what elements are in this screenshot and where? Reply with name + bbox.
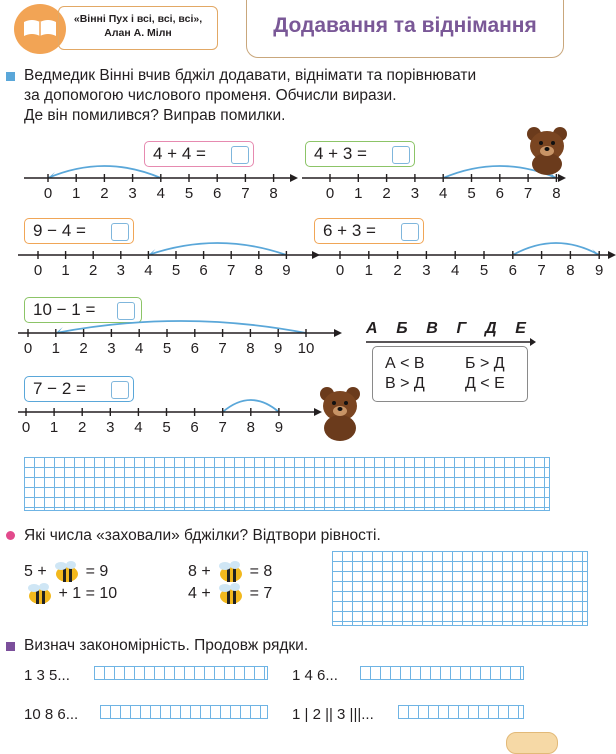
bee-icon: [51, 560, 81, 584]
tick-label: 5: [184, 185, 194, 202]
tick-label: 7: [241, 185, 250, 202]
tick-label: 6: [199, 262, 208, 279]
equation-left: 4 +: [188, 585, 211, 603]
tick-label: 3: [422, 262, 431, 279]
tick-label: 0: [335, 262, 345, 279]
tick-label: 6: [190, 419, 199, 436]
tick-label: 0: [325, 185, 335, 202]
equation: [188, 560, 272, 584]
page-corner-tab: [506, 732, 558, 754]
tick-label: 7: [537, 262, 546, 279]
equation-right: = 7: [249, 585, 273, 603]
number-line: [312, 231, 616, 277]
task2-text: Які числа «заховали» бджілки? Відтвори рівності.: [24, 527, 381, 544]
tick-label: 5: [479, 262, 489, 279]
axis-arrow: [290, 174, 298, 182]
task-bullet-blue: [6, 72, 15, 81]
tick-label: 5: [467, 185, 476, 202]
jump-arc: [148, 243, 286, 255]
tick-label: 6: [190, 340, 199, 357]
exercise-expr: 10 − 1 =: [33, 300, 96, 319]
tick-label: 2: [78, 419, 87, 436]
pattern-start: 10 8 6...: [24, 706, 79, 723]
comparison: В > Д: [385, 375, 425, 392]
tick-label: 4: [144, 262, 153, 279]
bear-icon: [522, 124, 572, 176]
page-title: Додавання та віднімання: [273, 14, 537, 37]
number-line: [14, 231, 320, 277]
tick-label: 1: [354, 185, 363, 202]
tick-label: 4: [451, 262, 460, 279]
tick-label: 2: [100, 185, 109, 202]
tick-label: 5: [162, 340, 172, 357]
tick-label: 7: [218, 419, 227, 436]
axis-arrow: [608, 251, 616, 259]
comparison: Д < Е: [465, 375, 505, 392]
tick-label: 3: [116, 262, 125, 279]
tick-label: 3: [107, 340, 116, 357]
tick-label: 6: [213, 185, 222, 202]
task-bullet-pink: [6, 531, 15, 540]
equation: [24, 560, 108, 584]
pattern-start: 1 3 5...: [24, 667, 70, 684]
task3-text: Визнач закономірність. Продовж рядки.: [24, 637, 309, 654]
tick-label: 9: [274, 419, 284, 436]
bee-icon: [215, 560, 245, 584]
tick-label: 5: [171, 262, 181, 279]
exercise-expr: 7 − 2 =: [33, 379, 86, 398]
tick-label: 4: [134, 419, 143, 436]
tick-label: 6: [495, 185, 504, 202]
pattern-start: 1 4 6...: [292, 667, 338, 684]
tick-label: 3: [106, 419, 115, 436]
task1-line3: Де він помилився? Виправ помилки.: [24, 107, 286, 124]
tick-label: 1: [49, 419, 59, 436]
tick-label: 2: [393, 262, 402, 279]
tick-label: 7: [523, 185, 533, 202]
jump-arc: [56, 321, 306, 333]
pattern-answer-cells[interactable]: [360, 666, 524, 680]
tick-label: 9: [282, 262, 291, 279]
letter: Г: [456, 320, 467, 337]
equation-right: = 9: [85, 563, 109, 581]
tick-label: 0: [23, 340, 33, 357]
tick-label: 8: [552, 185, 561, 202]
exercise-expr: 9 − 4 =: [33, 221, 86, 240]
equation: [188, 582, 272, 606]
tick-label: 0: [43, 185, 53, 202]
number-line: [20, 154, 298, 200]
equation: [24, 582, 117, 606]
tick-label: 10: [297, 340, 315, 357]
pattern-answer-cells[interactable]: [398, 705, 524, 719]
book-reference: [58, 6, 218, 50]
tick-label: 7: [227, 262, 236, 279]
tick-label: 8: [254, 262, 263, 279]
comparison: А < В: [385, 355, 425, 372]
tick-label: 1: [364, 262, 373, 279]
bear-icon: [316, 384, 364, 442]
bee-icon: [24, 582, 54, 606]
tick-label: 6: [508, 262, 517, 279]
comparison: Б > Д: [465, 355, 505, 372]
bee-icon: [215, 582, 245, 606]
pattern-answer-cells[interactable]: [100, 705, 268, 719]
exercise-expr: 4 + 3 =: [314, 144, 367, 163]
task1-line2: за допомогою числового променя. Обчисли вирази.: [24, 87, 397, 104]
tick-label: 1: [61, 262, 70, 279]
tick-label: 2: [79, 340, 88, 357]
pattern-answer-cells[interactable]: [94, 666, 268, 680]
equation-right: + 1 = 10: [58, 585, 118, 603]
equation-left: 5 +: [24, 563, 47, 581]
number-line: [14, 388, 322, 434]
answer-grid[interactable]: [332, 551, 588, 626]
title-panel: [246, 0, 564, 58]
tick-label: 3: [410, 185, 420, 202]
answer-grid[interactable]: [24, 457, 550, 511]
letter: Е: [515, 320, 526, 337]
tick-label: 2: [89, 262, 98, 279]
book-reference-author: Алан А. Мілн: [104, 27, 172, 39]
exercise-expr: 4 + 4 =: [153, 144, 206, 163]
tick-label: 0: [21, 419, 31, 436]
axis-arrow: [334, 329, 342, 337]
tick-label: 1: [51, 340, 60, 357]
jump-arc: [513, 243, 599, 255]
comparison-box: [372, 346, 528, 402]
tick-label: 2: [382, 185, 391, 202]
task1-line1: Ведмедик Вінні вчив бджіл додавати, віднімати та порівнювати: [24, 67, 477, 84]
pattern-start: 1 | 2 || 3 |||...: [292, 706, 374, 723]
equation-left: 8 +: [188, 563, 211, 581]
tick-label: 4: [135, 340, 144, 357]
tick-label: 8: [246, 419, 255, 436]
tick-label: 7: [218, 340, 227, 357]
tick-label: 8: [566, 262, 575, 279]
tick-label: 4: [439, 185, 448, 202]
task1-text: [24, 66, 544, 126]
letter-row: [366, 320, 526, 338]
tick-label: 3: [128, 185, 137, 202]
letter: Б: [396, 320, 408, 337]
number-line: [14, 309, 342, 355]
book-reference-title: «Вінні Пух і всі, всі, всі»,: [73, 13, 203, 25]
tick-label: 0: [33, 262, 43, 279]
letter: А: [366, 320, 378, 337]
tick-label: 5: [162, 419, 171, 436]
open-book-icon: [22, 16, 58, 40]
exercise-expr: 6 + 3 =: [323, 221, 376, 240]
letter: В: [426, 320, 438, 337]
tick-label: 8: [269, 185, 278, 202]
task-bullet-purple: [6, 642, 15, 651]
tick-label: 8: [246, 340, 255, 357]
tick-label: 1: [72, 185, 81, 202]
equation-right: = 8: [249, 563, 273, 581]
letter: Д: [485, 320, 497, 337]
tick-label: 4: [156, 185, 165, 202]
tick-label: 9: [274, 340, 283, 357]
tick-label: 9: [595, 262, 604, 279]
